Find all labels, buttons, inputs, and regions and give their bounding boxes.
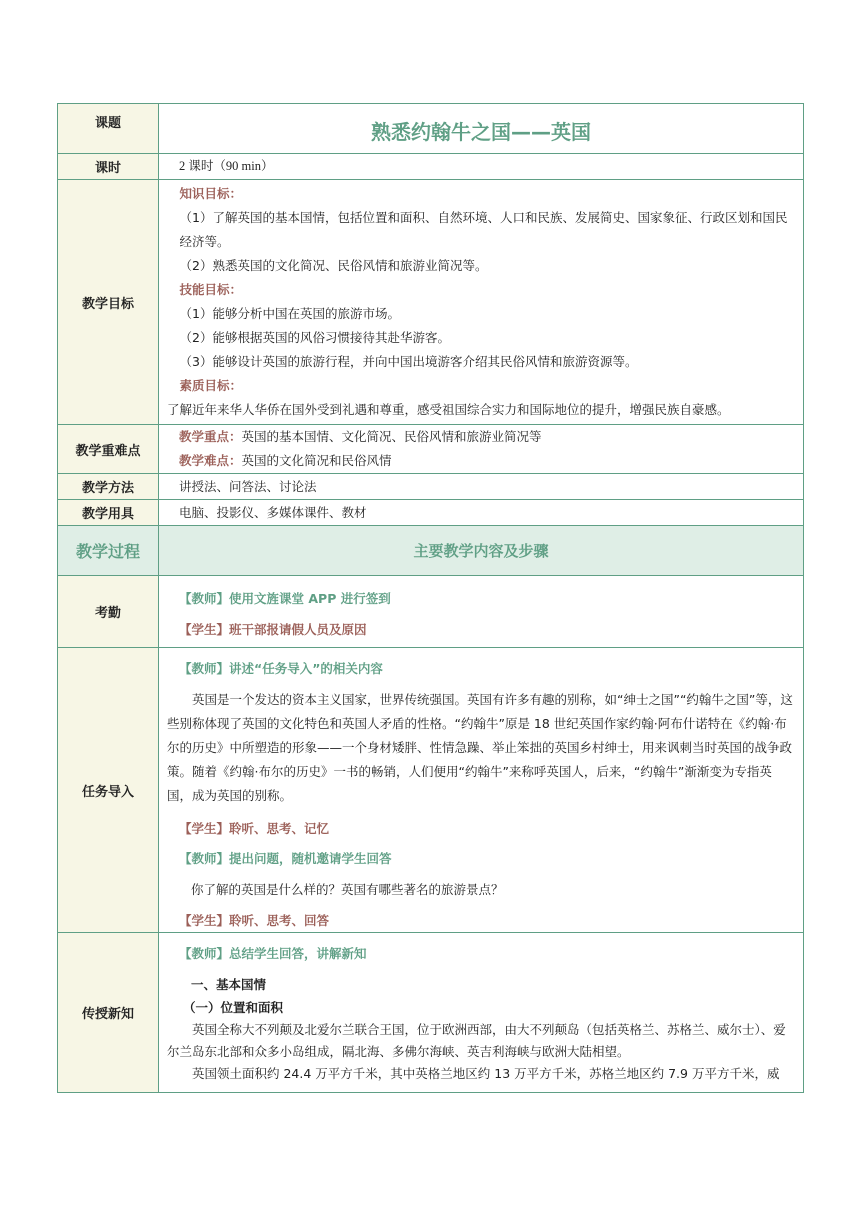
attendance-student: 【学生】班干部报请假人员及原因 (179, 622, 367, 637)
skill-item-2: （2）能够根据英国的风俗习惯接待其赴华游客。 (179, 330, 450, 345)
goals-row (57, 180, 804, 425)
tools-label: 教学用具 (58, 500, 159, 525)
section-heading-2: （一）位置和面积 (183, 1000, 284, 1015)
hours-value: 2 课时（90 min） (179, 159, 274, 173)
keypoints-row (57, 425, 804, 474)
intro-student-1: 【学生】聆听、思考、记忆 (179, 821, 330, 836)
tools-value: 电脑、投影仪、多媒体课件、教材 (179, 505, 367, 520)
skill-item-3: （3）能够设计英国的旅游行程，并向中国出境游客介绍其民俗风情和旅游资源等。 (179, 354, 638, 369)
skill-heading: 技能目标： (179, 282, 243, 297)
keypoints-label: 教学重难点 (58, 425, 159, 473)
topic-cell (159, 104, 803, 153)
hard-point-text: 英国的文化简况和民俗风情 (241, 453, 392, 468)
intro-teacher-2: 【教师】提出问题，随机邀请学生回答 (179, 851, 392, 866)
method-value: 讲授法、问答法、讨论法 (179, 479, 317, 494)
intro-label: 任务导入 (58, 648, 159, 932)
method-label: 教学方法 (58, 474, 159, 499)
intro-row (57, 648, 804, 933)
newknow-teacher: 【教师】总结学生回答，讲解新知 (179, 946, 367, 961)
hard-point (179, 449, 795, 473)
intro-cell (159, 648, 803, 932)
skill-item-1: （1）能够分析中国在英国的旅游市场。 (179, 306, 400, 321)
lesson-plan-table (57, 103, 804, 1093)
hard-point-heading: 教学难点： (179, 453, 242, 468)
hours-row (57, 154, 804, 180)
process-label: 教学过程 (58, 526, 159, 575)
goals-label: 教学目标 (58, 180, 159, 424)
quality-item-1: 了解近年来华人华侨在国外受到礼遇和尊重，感受祖国综合实力和国际地位的提升，增强民族自豪感。 (167, 402, 730, 417)
intro-teacher-1: 【教师】讲述“任务导入”的相关内容 (179, 661, 383, 676)
intro-paragraph: 英国是一个发达的资本主义国家，世界传统强国。英国有许多有趣的别称，如“绅士之国”“约翰牛之国”等，这些别称体现了英国的文化特色和英国人矛盾的性格。“约翰牛”原是 18 世纪英国作家约翰·阿布什诺特在《约翰·布尔的历史》中所塑造的形象——一个身材矮胖、性情急躁、举止笨拙的英国乡村绅士，用来讽刺当时英国的战争政策。随着《约翰·布尔的历史》一书的畅销，人们便用“约翰牛”来称呼英国人，后来，“约翰牛”渐渐变为专指英国，成为英国的别称。 (167, 692, 793, 803)
section-heading-1: 一、基本国情 (191, 977, 267, 992)
key-point-text: 英国的基本国情、文化简况、民俗风情和旅游业简况等 (241, 429, 542, 444)
newknow-label: 传授新知 (58, 933, 159, 1092)
newknow-cell (159, 933, 803, 1092)
hours-label: 课时 (58, 154, 159, 179)
newknow-paragraph-2: 英国领土面积约 24.4 万平方千米，其中英格兰地区约 13 万平方千米，苏格兰地区约 7.9 万平方千米，威 (192, 1066, 780, 1081)
process-header-row (57, 526, 804, 576)
process-heading: 主要教学内容及步骤 (413, 541, 549, 560)
newknow-paragraph-1: 英国全称大不列颠及北爱尔兰联合王国，位于欧洲西部，由大不列颠岛（包括英格兰、苏格兰、威尔士）、爱尔兰岛东北部和众多小岛组成，隔北海、多佛尔海峡、英吉利海峡与欧洲大陆相望。 (167, 1022, 786, 1059)
page-title: 熟悉约翰牛之国——英国 (371, 119, 591, 144)
goals-cell (159, 180, 803, 424)
topic-row (57, 103, 804, 154)
tools-row (57, 500, 804, 526)
attendance-row (57, 576, 804, 648)
topic-label: 课题 (58, 104, 159, 153)
knowledge-item-2: （2）熟悉英国的文化简况、民俗风情和旅游业简况等。 (179, 258, 488, 273)
quality-heading: 素质目标： (179, 378, 243, 393)
attendance-teacher: 【教师】使用文旌课堂 APP 进行签到 (179, 591, 391, 606)
intro-question: 你了解的英国是什么样的？英国有哪些著名的旅游景点？ (191, 882, 504, 897)
method-row (57, 474, 804, 500)
knowledge-item-1: （1）了解英国的基本国情，包括位置和面积、自然环境、人口和民族、发展简史、国家象征、行政区划和国民经济等。 (179, 210, 788, 249)
key-point-heading: 教学重点： (179, 429, 242, 444)
key-point (179, 425, 795, 449)
newknow-row (57, 933, 804, 1093)
attendance-label: 考勤 (58, 576, 159, 647)
intro-student-2: 【学生】聆听、思考、回答 (179, 913, 330, 928)
keypoints-cell (159, 425, 803, 473)
attendance-cell (159, 576, 803, 647)
knowledge-heading: 知识目标： (179, 186, 243, 201)
